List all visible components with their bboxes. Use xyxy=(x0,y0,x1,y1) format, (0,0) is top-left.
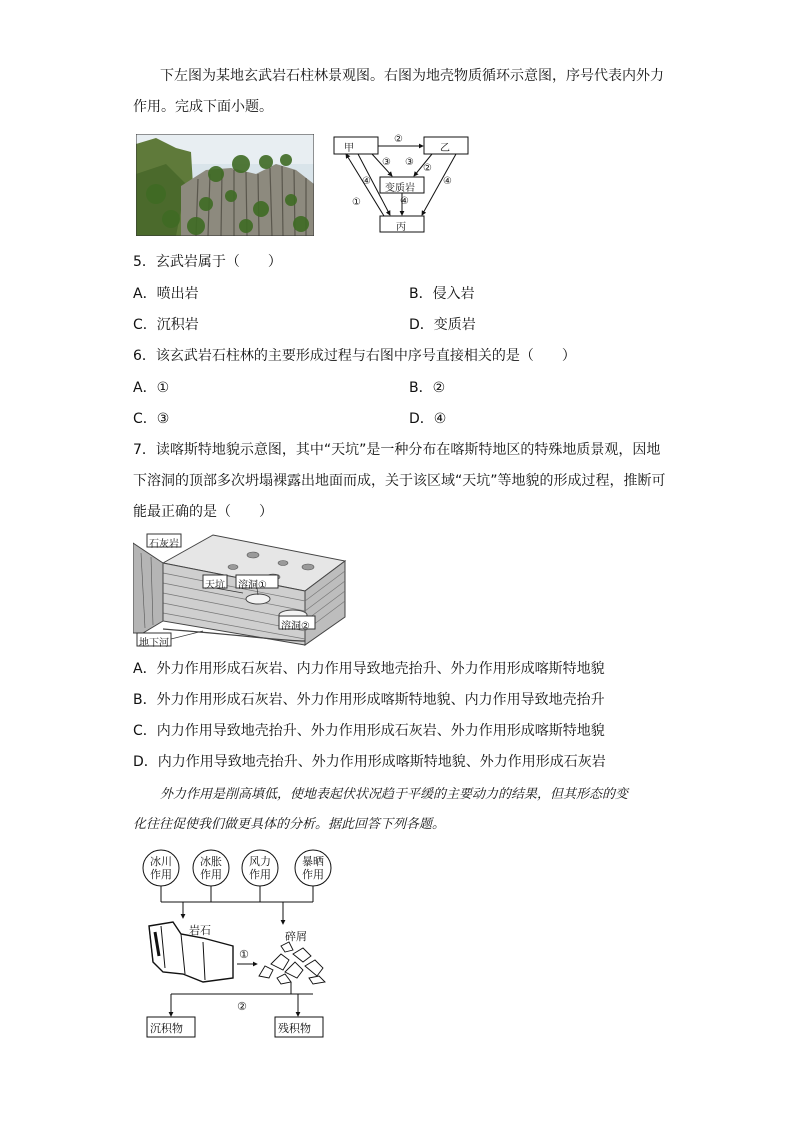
circle-glacier-line1: 冰川 xyxy=(150,855,172,868)
num-3-right: ③ xyxy=(405,157,414,168)
q7-option-b[interactable]: B．外力作用形成石灰岩、外力作用形成喀斯特地貌、内力作用导致地壳抬升 xyxy=(133,692,605,708)
circle-wind-line2: 作用 xyxy=(249,868,271,881)
num-4-mid: ④ xyxy=(400,196,409,207)
box-jia xyxy=(334,137,378,154)
q7-option-d[interactable]: D．内力作用导致地壳抬升、外力作用形成喀斯特地貌、外力作用形成石灰岩 xyxy=(133,754,606,770)
q7-stem-line-1: 7．读喀斯特地貌示意图，其中“天坑”是一种分布在喀斯特地区的特殊地质景观，因地 xyxy=(133,442,661,458)
circle-frost-line2: 作用 xyxy=(200,868,222,881)
num-2-right: ② xyxy=(423,163,432,174)
num-2-top: ② xyxy=(394,134,403,145)
q7-option-a[interactable]: A．外力作用形成石灰岩、内力作用导致地壳抬升、外力作用形成喀斯特地貌 xyxy=(133,661,605,677)
num-4-right: ④ xyxy=(443,176,452,187)
intro-line-1: 下左图为某地玄武岩石柱林景观图。右图为地壳物质循环示意图，序号代表内外力 xyxy=(160,68,664,84)
rock-cycle-diagram xyxy=(332,134,472,236)
circle-sun-line2: 作用 xyxy=(302,868,324,881)
q5-option-c[interactable]: C．沉积岩 xyxy=(133,317,199,333)
label-process-2: ② xyxy=(237,1000,247,1013)
q7-option-c[interactable]: C．内力作用导致地壳抬升、外力作用形成石灰岩、外力作用形成喀斯特地貌 xyxy=(133,723,605,739)
label-process-1: ① xyxy=(239,948,249,961)
circle-sun xyxy=(302,855,324,881)
circle-wind xyxy=(249,855,271,881)
label-cave-2: 溶洞② xyxy=(281,621,310,632)
num-3-left: ③ xyxy=(382,157,391,168)
q5-option-b[interactable]: B．侵入岩 xyxy=(409,286,475,302)
circle-frost-line1: 冰胀 xyxy=(200,855,222,868)
q5-option-a[interactable]: A．喷出岩 xyxy=(133,286,199,302)
q6-option-d[interactable]: D．④ xyxy=(409,411,447,427)
label-bing: 丙 xyxy=(396,222,406,233)
circle-glacier-line2: 作用 xyxy=(150,868,172,881)
label-residual: 残积物 xyxy=(278,1022,311,1035)
num-1: ① xyxy=(352,197,361,208)
circle-frost xyxy=(200,855,222,881)
weathering-diagram xyxy=(133,846,343,1042)
q6-option-a[interactable]: A．① xyxy=(133,380,170,396)
num-4-left: ④ xyxy=(362,176,371,187)
label-limestone: 石灰岩 xyxy=(149,539,179,550)
q5-option-d[interactable]: D．变质岩 xyxy=(409,317,476,333)
circle-wind-line1: 风力 xyxy=(249,855,271,868)
q5-stem: 5．玄武岩属于（ ） xyxy=(133,254,282,270)
label-tiankeng: 天坑 xyxy=(205,580,225,591)
label-rock: 岩石 xyxy=(189,924,211,937)
q7-stem-line-2: 下溶洞的顶部多次坍塌裸露出地面而成，关于该区域“天坑”等地貌的形成过程，推断可 xyxy=(133,473,666,489)
label-debris: 碎屑 xyxy=(285,930,307,943)
basalt-photo xyxy=(136,134,314,236)
q7-stem-line-3: 能最正确的是（ ） xyxy=(133,504,273,520)
circle-sun-line1: 暴晒 xyxy=(302,855,324,868)
label-sediment: 沉积物 xyxy=(150,1022,183,1035)
q6-option-b[interactable]: B．② xyxy=(409,380,446,396)
label-underground-river: 地下河 xyxy=(139,638,169,649)
q6-stem: 6．该玄武岩石柱林的主要形成过程与右图中序号直接相关的是（ ） xyxy=(133,348,576,364)
label-jia: 甲 xyxy=(344,143,354,154)
intro2-line-2: 化往往促使我们做更具体的分析。据此回答下列各题。 xyxy=(133,817,446,832)
label-metamorphic: 变质岩 xyxy=(385,183,415,194)
circle-glacier xyxy=(150,855,172,881)
karst-diagram xyxy=(133,533,347,648)
intro2-line-1: 外力作用是削高填低，使地表起伏状况趋于平缓的主要动力的结果，但其形态的变 xyxy=(160,787,629,802)
label-yi: 乙 xyxy=(440,143,450,154)
q6-option-c[interactable]: C．③ xyxy=(133,411,170,427)
label-cave-1: 溶洞① xyxy=(238,580,267,591)
intro-line-2: 作用。完成下面小题。 xyxy=(133,99,273,115)
